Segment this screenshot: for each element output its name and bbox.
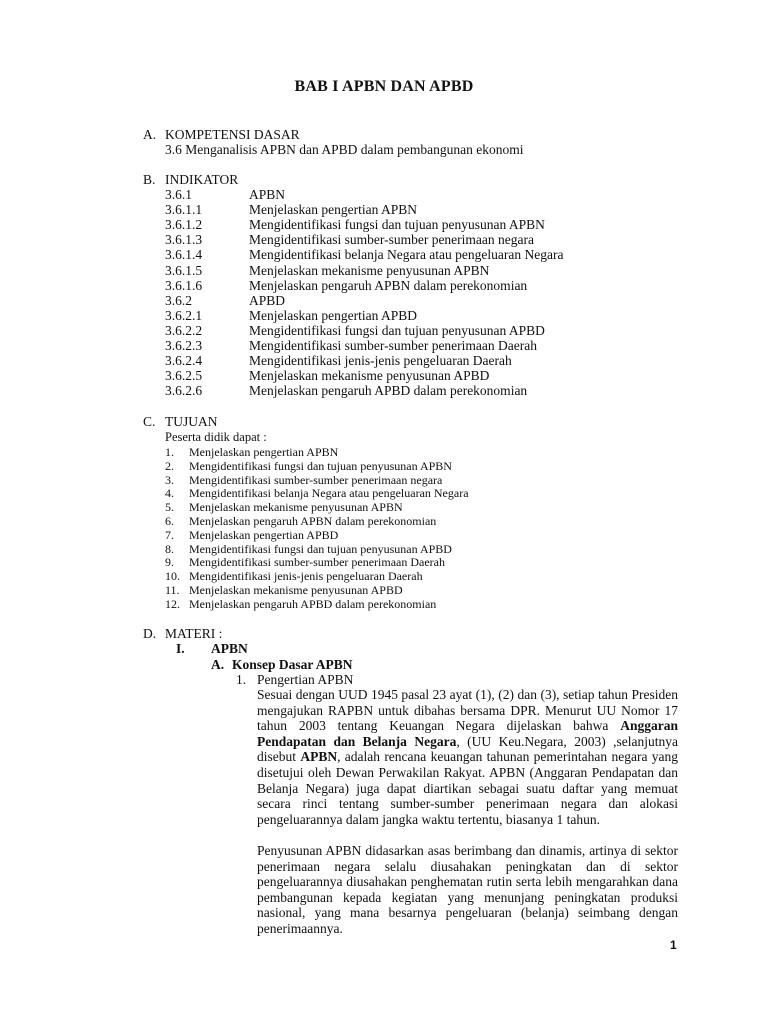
tujuan-text: Menjelaskan pengertian APBD (189, 527, 339, 542)
paragraph-pengertian-apbn (257, 687, 678, 827)
subsection-a-title: Konsep Dasar APBN (232, 657, 353, 672)
point-1-title: Pengertian APBN (257, 672, 354, 687)
indikator-text: Mengidentifikasi fungsi dan tujuan penyusunan APBN (249, 217, 545, 233)
point-1-number: 1. (236, 672, 247, 687)
indikator-number: 3.6.2.4 (165, 353, 203, 369)
tujuan-number: 10. (165, 569, 180, 584)
indikator-text: Menjelaskan pengaruh APBD dalam perekonomian (249, 383, 528, 399)
indikator-text: Mengidentifikasi belanja Negara atau pengeluaran Negara (249, 247, 564, 263)
indikator-number: 3.6.2.5 (165, 368, 203, 384)
tujuan-text: Menjelaskan pengaruh APBD dalam perekonomian (189, 596, 437, 611)
para1-bold-apbn: APBN (300, 749, 338, 765)
section-d-label: D. (143, 626, 157, 641)
indikator-text: Mengidentifikasi fungsi dan tujuan penyusunan APBD (249, 322, 545, 338)
indikator-number: 3.6.1.6 (165, 277, 203, 293)
tujuan-text: Menjelaskan pengertian APBN (189, 445, 339, 459)
tujuan-number: 8. (165, 541, 174, 556)
indikator-number: 3.6.2.3 (165, 338, 203, 353)
indikator-text: Menjelaskan pengertian APBD (249, 307, 417, 323)
subsection-i-title: APBN (211, 641, 248, 656)
tujuan-text: Mengidentifikasi jenis-jenis pengeluaran Daerah (189, 569, 423, 584)
tujuan-number: 5. (165, 500, 174, 515)
indikator-text: Mengidentifikasi jenis-jenis pengeluaran Daerah (249, 353, 512, 369)
tujuan-number: 6. (165, 514, 174, 528)
paragraph-penyusunan-apbn: Penyusunan APBN didasarkan asas berimbang dan dinamis, artinya di sektor penerimaan negara selalu diusahakan peningkatan dan di sektor pengeluarannya diusahakan penghematan rutin serta lebih mengarahkan dana pembangunan kepada kegiatan yang menunjang peningkatan produksi nasional, yang mana besarnya pengeluaran (belanja) seimbang dengan penerimaannya. (257, 843, 678, 936)
tujuan-text: Mengidentifikasi fungsi dan tujuan penyusunan APBD (189, 541, 452, 556)
tujuan-number: 2. (165, 458, 174, 473)
tujuan-number: 12. (165, 596, 180, 611)
indikator-text: APBN (249, 187, 286, 202)
para1-text-1: Sesuai dengan UUD 1945 pasal 23 ayat (1), (2) dan (3), setiap tahun Presiden mengajukan RAPBN untuk dibahas bersama DPR. Menurut UU Nomor 17 tahun 2003 tentang Keuangan Negara dijelaskan bahwa (257, 687, 678, 734)
indikator-text: Menjelaskan pengertian APBN (249, 202, 417, 218)
indikator-text: APBD (249, 292, 286, 308)
tujuan-number: 7. (165, 527, 174, 542)
tujuan-text: Mengidentifikasi belanja Negara atau pengeluaran Negara (189, 486, 469, 501)
tujuan-number: 4. (165, 486, 174, 501)
tujuan-text: Mengidentifikasi sumber-sumber penerimaan Daerah (189, 555, 446, 570)
para1-text-2: , (UU Keu.Negara, 2003) ,selanjutnya disebut (257, 733, 678, 765)
tujuan-text: Menjelaskan mekanisme penyusunan APBN (189, 500, 403, 515)
section-b-heading: INDIKATOR (165, 172, 239, 187)
tujuan-number: 3. (165, 472, 174, 487)
indikator-text: Mengidentifikasi sumber-sumber penerimaan Daerah (249, 338, 538, 353)
section-c-heading: TUJUAN (165, 414, 218, 429)
para1-bold-anggaran: Anggaran Pendapatan dan Belanja Negara (257, 718, 678, 749)
indikator-text: Menjelaskan mekanisme penyusunan APBN (249, 262, 490, 278)
tujuan-text: Mengidentifikasi fungsi dan tujuan penyusunan APBN (189, 458, 452, 473)
page-number: 1 (670, 938, 677, 952)
tujuan-text: Menjelaskan mekanisme penyusunan APBD (189, 583, 403, 597)
indikator-text: Menjelaskan mekanisme penyusunan APBD (249, 368, 490, 384)
indikator-number: 3.6.1.5 (165, 262, 203, 278)
tujuan-number: 11. (165, 583, 180, 597)
tujuan-text: Menjelaskan pengaruh APBN dalam perekonomian (189, 514, 437, 528)
tujuan-number: 1. (165, 445, 174, 459)
indikator-number: 3.6.1.2 (165, 217, 203, 233)
page-title: BAB I APBN DAN APBD (294, 78, 474, 95)
section-a-item: 3.6 Menganalisis APBN dan APBD dalam pembangunan ekonomi (165, 142, 524, 157)
section-c-label: C. (143, 414, 156, 429)
indikator-number: 3.6.2 (165, 292, 192, 308)
subsection-a-number: A. (211, 657, 225, 672)
indikator-number: 3.6.1.1 (165, 202, 203, 218)
section-d-heading: MATERI : (165, 626, 223, 641)
para1-text-3: , adalah rencana keuangan tahunan pemerintahan negara yang disetujui oleh Dewan Perwakilan Rakyat. APBN (Anggaran Pendapatan dan Belanja Negara) juga dapat diartikan sebagai suatu daftar yang memuat secara rinci tentang sumber-sumber penerimaan negara dan alokasi pengeluarannya dalam jangka waktu tertentu, biasanya 1 tahun. (257, 749, 678, 827)
indikator-number: 3.6.1 (165, 187, 192, 202)
indikator-number: 3.6.1.4 (165, 247, 203, 263)
indikator-text: Mengidentifikasi sumber-sumber penerimaan negara (249, 232, 535, 248)
indikator-number: 3.6.2.6 (165, 383, 203, 399)
tujuan-text: Mengidentifikasi sumber-sumber penerimaan negara (189, 472, 443, 487)
indikator-number: 3.6.1.3 (165, 232, 203, 248)
section-a-heading: KOMPETENSI DASAR (165, 127, 300, 142)
tujuan-number: 9. (165, 555, 174, 570)
indikator-number: 3.6.2.1 (165, 307, 203, 323)
indikator-number: 3.6.2.2 (165, 322, 203, 338)
subsection-i-number: I. (176, 641, 185, 656)
section-a-label: A. (143, 127, 157, 142)
section-c-intro: Peserta didik dapat : (165, 430, 267, 444)
indikator-text: Menjelaskan pengaruh APBN dalam perekonomian (249, 277, 528, 293)
section-b-label: B. (143, 172, 156, 187)
